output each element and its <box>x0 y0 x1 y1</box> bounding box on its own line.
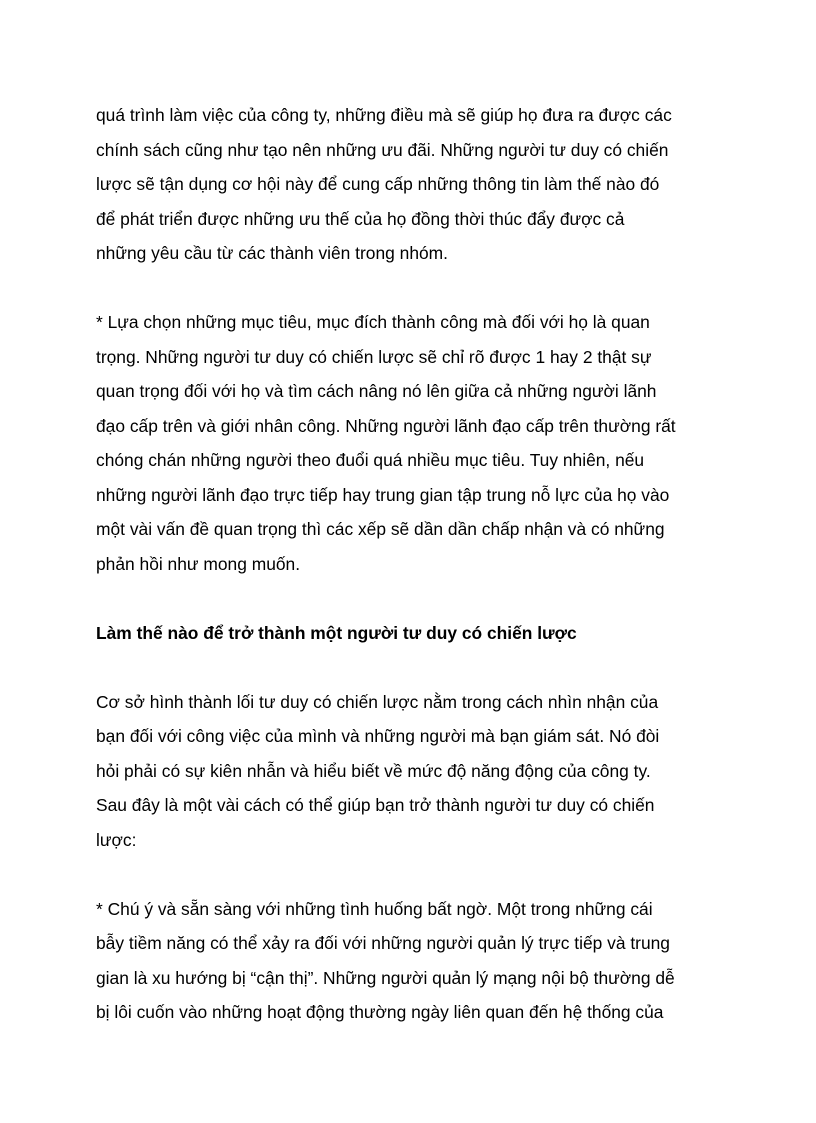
paragraph-line: chính sách cũng như tạo nên những ưu đãi. Những người tư duy có chiến <box>96 139 669 160</box>
paragraph-line: chóng chán những người theo đuổi quá nhiều mục tiêu. Tuy nhiên, nếu <box>96 450 645 470</box>
paragraph <box>96 892 736 1030</box>
paragraph-line: gian là xu hướng bị “cận thị”. Những người quản lý mạng nội bộ thường dễ <box>96 967 675 988</box>
paragraph-line: bị lôi cuốn vào những hoạt động thường ngày liên quan đến hệ thống của <box>96 1002 664 1022</box>
section-heading <box>96 616 736 651</box>
paragraph-line: phản hồi như mong muốn. <box>96 553 301 574</box>
heading-text: Làm thế nào để trở thành một người tư duy có chiến lược <box>96 622 577 643</box>
paragraph-line: những yêu cầu từ các thành viên trong nhóm. <box>96 243 448 263</box>
paragraph-line: quá trình làm việc của công ty, những điều mà sẽ giúp họ đưa ra được các <box>96 105 672 125</box>
paragraph-line: lược: <box>96 829 137 850</box>
paragraph-line: những người lãnh đạo trực tiếp hay trung gian tập trung nỗ lực của họ vào <box>96 484 670 505</box>
paragraph <box>96 305 736 581</box>
paragraph-line: một vài vấn đề quan trọng thì các xếp sẽ dần dần chấp nhận và có những <box>96 519 665 539</box>
paragraph-line: hỏi phải có sự kiên nhẫn và hiểu biết về mức độ năng động của công ty. <box>96 760 651 781</box>
paragraph-line: Sau đây là một vài cách có thể giúp bạn trở thành người tư duy có chiến <box>96 795 655 815</box>
paragraph-line: Cơ sở hình thành lối tư duy có chiến lược nằm trong cách nhìn nhận của <box>96 691 659 712</box>
paragraph <box>96 685 736 858</box>
document-body <box>96 98 736 1064</box>
paragraph-line: trọng. Những người tư duy có chiến lược sẽ chỉ rõ được 1 hay 2 thật sự <box>96 346 652 367</box>
paragraph-line: đạo cấp trên và giới nhân công. Những người lãnh đạo cấp trên thường rất <box>96 415 676 436</box>
paragraph-line: * Chú ý và sẵn sàng với những tình huống bất ngờ. Một trong những cái <box>96 898 653 919</box>
paragraph-line: bạn đối với công việc của mình và những người mà bạn giám sát. Nó đòi <box>96 726 660 746</box>
paragraph-line: bẫy tiềm năng có thể xảy ra đối với những người quản lý trực tiếp và trung <box>96 933 670 953</box>
paragraph-line: để phát triển được những ưu thế của họ đồng thời thúc đẩy được cả <box>96 208 625 229</box>
paragraph-line: * Lựa chọn những mục tiêu, mục đích thành công mà đối với họ là quan <box>96 312 650 332</box>
paragraph-line: quan trọng đối với họ và tìm cách nâng nó lên giữa cả những người lãnh <box>96 381 657 401</box>
paragraph <box>96 98 736 271</box>
paragraph-line: lược sẽ tận dụng cơ hội này để cung cấp những thông tin làm thế nào đó <box>96 174 660 194</box>
